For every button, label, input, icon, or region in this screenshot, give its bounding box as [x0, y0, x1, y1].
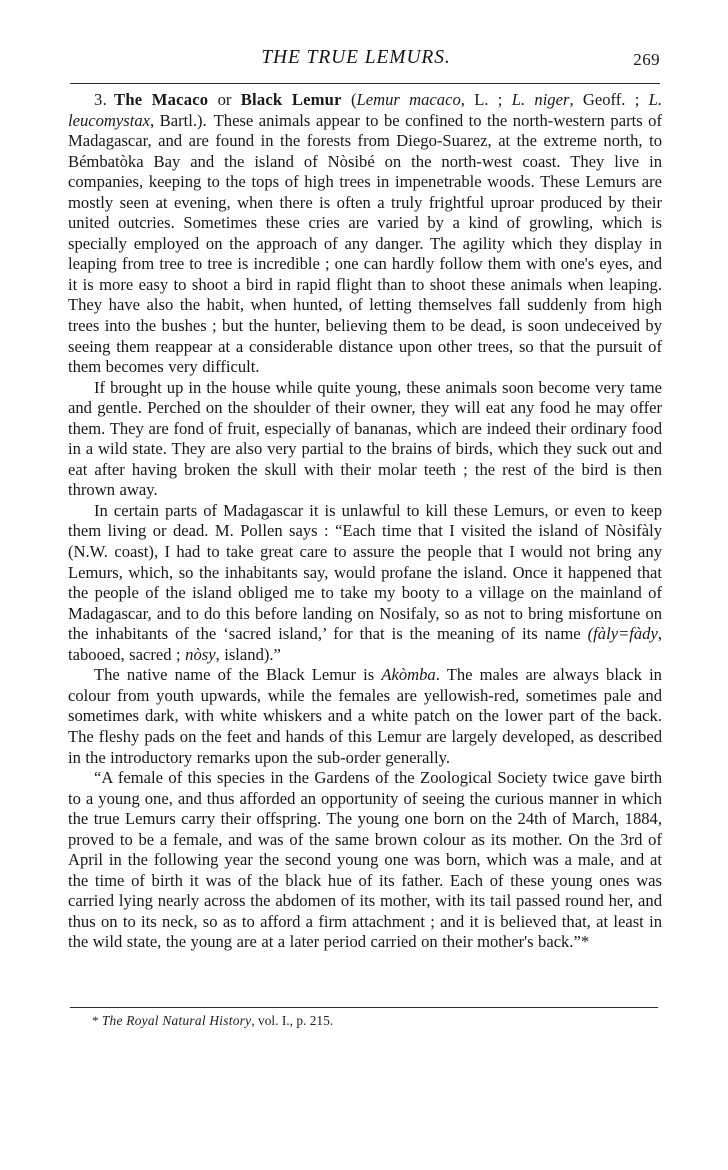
footnote-citation: , vol. I., p. 215.: [251, 1013, 334, 1028]
footnote-marker: *: [92, 1013, 99, 1028]
body-text-column: [68, 90, 662, 953]
running-title: THE TRUE LEMURS.: [261, 47, 451, 68]
paragraph-4-text-before: The native name of the Black Lemur is: [94, 665, 382, 685]
authority-2: , Geoff. ;: [569, 90, 649, 109]
paragraph-domestication: [68, 378, 662, 501]
paragraph-pollen-account: [68, 501, 662, 665]
page-number: 269: [633, 50, 660, 69]
open-paren: (: [350, 90, 357, 109]
malagasy-term-nosy: nòsy: [185, 644, 216, 664]
name-connector: or: [217, 90, 232, 109]
section-number: 3.: [94, 90, 108, 109]
paragraph-5-text: “A female of this species in the Gardens of the Zoological Society twice gave birth to a young one, and thus afforded an opportunity of seeing the curious manner in which the true Lemurs carry their offspring. The young one born on the 24th of March, 1884, proved to be a female, and was of the same brown colour as its mother. On the 3rd of April in the following year the second young one was born, which was a male, and at the time of birth it was of the black hue of its father. Each of these young ones was carried lying nearly across the abdomen of its mother, with its tail passed round her, and thus on to its neck, so as to afford a firm attachment ; and it is believed that, at least in the wild state, the young are at a later period carried on their mother's back.”*: [68, 768, 662, 952]
running-head: [68, 47, 660, 73]
native-name-akomba: Akòmba: [381, 665, 436, 685]
paragraph-zoological-society-quote: [68, 768, 662, 953]
paragraph-4-text-after: . The males are always black in colour from youth upwards, while the females are yellowish-red, sometimes pale and sometimes dark, with white whiskers and a white patch on the lower part of the back. The fleshy pads on the feet and hands of this Lemur are largely developed, as described in the introductory remarks upon the sub-order generally.: [68, 665, 662, 767]
authority-3: , Bartl.).: [150, 110, 207, 130]
footnote-rule: [70, 1007, 658, 1008]
paragraph-native-name: [68, 665, 662, 768]
authority-1: , L. ;: [460, 90, 512, 109]
malagasy-term-faly: (fàly=fàdy: [587, 624, 658, 644]
footnote-source-title: The Royal Natural History: [101, 1013, 252, 1028]
species-common-name-secondary: Black Lemur: [240, 90, 342, 109]
header-rule: [70, 83, 660, 84]
scientific-name-2: L. niger: [511, 90, 570, 109]
paragraph-3-text-mid: , tabooed, sacred ;: [68, 624, 662, 664]
paragraph-macaco-intro: [68, 90, 662, 378]
scientific-name-1: Lemur macaco: [356, 90, 461, 109]
paragraph-2-text: If brought up in the house while quite young, these animals soon become very tame and gentle. Perched on the shoulder of their owner, they will eat any food he may offer them. They are fond of fruit, especially of bananas, which are indeed their ordinary food in a wild state. They are also very partial to the brains of birds, which they suck out and eat after having broken the skull with their molar teeth ; the rest of the bird is then thrown away.: [68, 377, 662, 500]
species-common-name-primary: The Macaco: [114, 90, 209, 109]
scientific-name-3: L. leucomystax: [68, 90, 663, 130]
paragraph-3-text-before: In certain parts of Madagascar it is unlawful to kill these Lemurs, or even to keep them living or dead. M. Pollen says : “Each time that I visited the island of Nòsifàly (N.W. coast), I had to take great care to assure the people that I would not bring any Lemurs, which, so the inhabitants say, would profane the island. Once it happened that the people of the island obliged me to take my booty to a village on the mainland of Madagascar, and to do this before landing on Nosifaly, so as not to bring misfortune on the inhabitants of the ‘sacred island,’ for that is the meaning of its name: [68, 500, 662, 644]
footnote: [68, 1012, 662, 1030]
paragraph-3-text-after: , island).”: [215, 644, 281, 664]
paragraph-1-text: These animals appear to be confined to the north-western parts of Madagascar, and are found in the forests from Diego-Suarez, at the extreme north, to Bémbatòka Bay and the island of Nòsibé on the north-west coast. They live in companies, keeping to the tops of high trees in impenetrable woods. These Lemurs are mostly seen at evening, when there is often a truly frightful uproar produced by their united outcries. Sometimes these cries are varied by a kind of growling, which is specially employed on the approach of any danger. The agility which they display in leaping from tree to tree is incredible ; one can hardly follow them with one's eyes, and it is more easy to shoot a bird in rapid flight than to shoot these animals when leaping. They have also the habit, when hunted, of letting themselves fall suddenly from high trees into the bushes ; but the hunter, believing them to be dead, is soon undeceived by seeing them reappear at a considerable distance upon other trees, so that the pursuit of them becomes very difficult.: [68, 110, 662, 377]
